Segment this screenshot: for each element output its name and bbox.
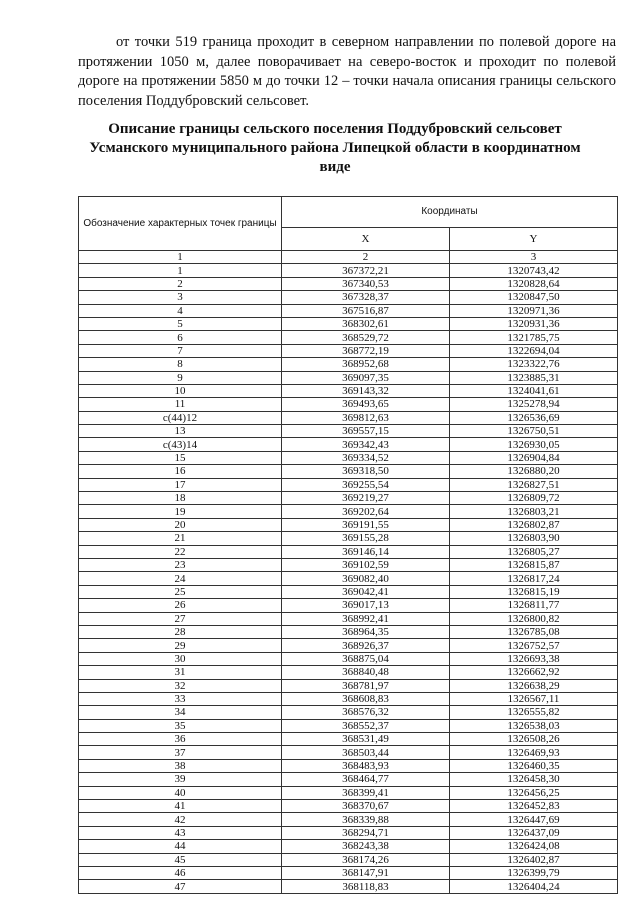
table-row xyxy=(79,317,618,330)
table-row xyxy=(79,532,618,545)
x-coordinate-cell: 368608,83 xyxy=(282,692,450,705)
table-row xyxy=(79,759,618,772)
y-coordinate-cell: 1326555,82 xyxy=(450,706,618,719)
x-coordinate-cell: 369219,27 xyxy=(282,492,450,505)
y-coordinate-cell: 1326638,29 xyxy=(450,679,618,692)
y-coordinate-cell: 1326752,57 xyxy=(450,639,618,652)
table-row xyxy=(79,612,618,625)
x-coordinate-cell: 368370,67 xyxy=(282,800,450,813)
y-coordinate-cell: 1326452,83 xyxy=(450,800,618,813)
point-id-cell: 6 xyxy=(79,331,282,344)
x-coordinate-cell: 368992,41 xyxy=(282,612,450,625)
point-id-cell: 3 xyxy=(79,291,282,304)
table-row xyxy=(79,518,618,531)
point-id-cell: 16 xyxy=(79,465,282,478)
table-row xyxy=(79,465,618,478)
y-coordinate-cell: 1326827,51 xyxy=(450,478,618,491)
table-header xyxy=(79,197,618,251)
point-id-cell: 38 xyxy=(79,759,282,772)
y-coordinate-cell: 1320971,36 xyxy=(450,304,618,317)
y-coordinate-cell: 1322694,04 xyxy=(450,344,618,357)
y-coordinate-cell: 1326811,77 xyxy=(450,599,618,612)
table-body xyxy=(79,251,618,894)
y-coordinate-cell: 1320847,50 xyxy=(450,291,618,304)
point-id-cell: 26 xyxy=(79,599,282,612)
point-id-cell: 24 xyxy=(79,572,282,585)
y-coordinate-cell: 1326802,87 xyxy=(450,518,618,531)
y-coordinate-cell: 1326930,05 xyxy=(450,438,618,451)
x-coordinate-cell: 369255,54 xyxy=(282,478,450,491)
y-coordinate-cell: 1326815,19 xyxy=(450,585,618,598)
x-coordinate-cell: 367340,53 xyxy=(282,277,450,290)
table-row xyxy=(79,880,618,893)
point-id-cell: 5 xyxy=(79,317,282,330)
x-coordinate-cell: 368531,49 xyxy=(282,733,450,746)
point-id-cell: 8 xyxy=(79,358,282,371)
point-id-cell: 10 xyxy=(79,384,282,397)
table-row xyxy=(79,478,618,491)
table-row xyxy=(79,291,618,304)
intro-paragraph xyxy=(78,33,616,111)
point-id-cell: 39 xyxy=(79,773,282,786)
y-coordinate-cell: 1326437,09 xyxy=(450,826,618,839)
point-id-cell: 42 xyxy=(79,813,282,826)
y-coordinate-cell: 1326662,92 xyxy=(450,666,618,679)
x-coordinate-cell: 368243,38 xyxy=(282,840,450,853)
point-id-cell: 4 xyxy=(79,304,282,317)
y-coordinate-cell: 1324041,61 xyxy=(450,384,618,397)
x-header: X xyxy=(282,228,450,251)
y-coordinate-cell: 1323885,31 xyxy=(450,371,618,384)
point-id-cell: 43 xyxy=(79,826,282,839)
x-coordinate-cell: 368964,35 xyxy=(282,625,450,638)
point-id-cell: 11 xyxy=(79,398,282,411)
x-coordinate-cell: 368339,88 xyxy=(282,813,450,826)
table-row xyxy=(79,652,618,665)
table-row xyxy=(79,866,618,879)
x-coordinate-cell: 369191,55 xyxy=(282,518,450,531)
table-row xyxy=(79,773,618,786)
y-coordinate-cell: 1326880,20 xyxy=(450,465,618,478)
y-coordinate-cell: 1326817,24 xyxy=(450,572,618,585)
y-coordinate-cell: 1326809,72 xyxy=(450,492,618,505)
title-line-1: Описание границы сельского поселения Поддубровский сельсовет xyxy=(108,121,562,137)
point-id-cell: 34 xyxy=(79,706,282,719)
point-id-cell: 23 xyxy=(79,558,282,571)
point-id-cell: 1 xyxy=(79,264,282,277)
y-coordinate-cell: 1326750,51 xyxy=(450,425,618,438)
table-row xyxy=(79,398,618,411)
table-row xyxy=(79,840,618,853)
y-coordinate-cell: 1326536,69 xyxy=(450,411,618,424)
y-coordinate-cell: 1326785,08 xyxy=(450,625,618,638)
table-row xyxy=(79,786,618,799)
table-row xyxy=(79,813,618,826)
y-coordinate-cell: 1326469,93 xyxy=(450,746,618,759)
x-coordinate-cell: 367372,21 xyxy=(282,264,450,277)
y-coordinate-cell: 1326803,90 xyxy=(450,532,618,545)
point-id-cell: 21 xyxy=(79,532,282,545)
x-coordinate-cell: 369202,64 xyxy=(282,505,450,518)
table-row xyxy=(79,746,618,759)
x-coordinate-cell: 368302,61 xyxy=(282,317,450,330)
y-coordinate-cell: 1326424,08 xyxy=(450,840,618,853)
table-row xyxy=(79,639,618,652)
table-row xyxy=(79,733,618,746)
x-coordinate-cell: 368772,19 xyxy=(282,344,450,357)
intro-text: от точки 519 граница проходит в северном направлении по полевой дороге на протяжении 1050 м, далее поворачивает на северо-восток и проходит по полевой дороге на протяжении 5850 м до точки 12 – точки начала описания границы сельского поселения Поддубровский сельсовет. xyxy=(78,34,616,109)
title-line-3: виде xyxy=(319,159,351,175)
x-coordinate-cell: 368483,93 xyxy=(282,759,450,772)
point-id-cell: 20 xyxy=(79,518,282,531)
y-coordinate-cell: 1321785,75 xyxy=(450,331,618,344)
y-coordinate-cell: 1326538,03 xyxy=(450,719,618,732)
y-coordinate-cell: 1326402,87 xyxy=(450,853,618,866)
y-coordinate-cell: 1326693,38 xyxy=(450,652,618,665)
y-coordinate-cell: 1320828,64 xyxy=(450,277,618,290)
point-id-cell: 46 xyxy=(79,866,282,879)
table-row xyxy=(79,505,618,518)
point-id-cell: 40 xyxy=(79,786,282,799)
y-header: Y xyxy=(450,228,618,251)
table-row xyxy=(79,572,618,585)
y-coordinate-cell: 1326508,26 xyxy=(450,733,618,746)
y-coordinate-cell: 1326447,69 xyxy=(450,813,618,826)
point-id-cell: 2 xyxy=(79,277,282,290)
document-title xyxy=(70,120,600,177)
table-row xyxy=(79,384,618,397)
table-row xyxy=(79,492,618,505)
column-index-cell: 3 xyxy=(450,251,618,264)
table-row xyxy=(79,358,618,371)
point-id-cell: 22 xyxy=(79,545,282,558)
y-coordinate-cell: 1323322,76 xyxy=(450,358,618,371)
table-row xyxy=(79,853,618,866)
x-coordinate-cell: 368464,77 xyxy=(282,773,450,786)
point-id-cell: 35 xyxy=(79,719,282,732)
x-coordinate-cell: 369342,43 xyxy=(282,438,450,451)
x-coordinate-cell: 367328,37 xyxy=(282,291,450,304)
x-coordinate-cell: 368952,68 xyxy=(282,358,450,371)
table-row xyxy=(79,425,618,438)
point-id-cell: 29 xyxy=(79,639,282,652)
coordinates-header: Координаты xyxy=(282,197,618,228)
table-row xyxy=(79,438,618,451)
point-designation-header: Обозначение характерных точек границы xyxy=(79,197,282,251)
table-row xyxy=(79,706,618,719)
table-row xyxy=(79,331,618,344)
point-id-cell: 17 xyxy=(79,478,282,491)
point-id-cell: 44 xyxy=(79,840,282,853)
table-row xyxy=(79,451,618,464)
x-coordinate-cell: 368840,48 xyxy=(282,666,450,679)
point-id-cell: 28 xyxy=(79,625,282,638)
table-row xyxy=(79,800,618,813)
x-coordinate-cell: 368503,44 xyxy=(282,746,450,759)
point-id-cell: 15 xyxy=(79,451,282,464)
column-index-cell: 1 xyxy=(79,251,282,264)
x-coordinate-cell: 369017,13 xyxy=(282,599,450,612)
x-coordinate-cell: 368294,71 xyxy=(282,826,450,839)
x-coordinate-cell: 368529,72 xyxy=(282,331,450,344)
x-coordinate-cell: 368875,04 xyxy=(282,652,450,665)
y-coordinate-cell: 1326815,87 xyxy=(450,558,618,571)
table-row xyxy=(79,826,618,839)
x-coordinate-cell: 369097,35 xyxy=(282,371,450,384)
table-row xyxy=(79,411,618,424)
table-row xyxy=(79,277,618,290)
y-coordinate-cell: 1326460,35 xyxy=(450,759,618,772)
x-coordinate-cell: 368174,26 xyxy=(282,853,450,866)
x-coordinate-cell: 368576,32 xyxy=(282,706,450,719)
y-coordinate-cell: 1326458,30 xyxy=(450,773,618,786)
point-id-cell: c(44)12 xyxy=(79,411,282,424)
x-coordinate-cell: 369143,32 xyxy=(282,384,450,397)
y-coordinate-cell: 1326805,27 xyxy=(450,545,618,558)
x-coordinate-cell: 369812,63 xyxy=(282,411,450,424)
x-coordinate-cell: 368118,83 xyxy=(282,880,450,893)
table-row xyxy=(79,545,618,558)
point-id-cell: c(43)14 xyxy=(79,438,282,451)
point-id-cell: 9 xyxy=(79,371,282,384)
x-coordinate-cell: 368147,91 xyxy=(282,866,450,879)
table-row xyxy=(79,304,618,317)
point-id-cell: 27 xyxy=(79,612,282,625)
table-row xyxy=(79,666,618,679)
table-row xyxy=(79,679,618,692)
title-line-2: Усманского муниципального района Липецкой области в координатном xyxy=(89,140,581,156)
x-coordinate-cell: 369493,65 xyxy=(282,398,450,411)
x-coordinate-cell: 368926,37 xyxy=(282,639,450,652)
point-id-cell: 45 xyxy=(79,853,282,866)
x-coordinate-cell: 369146,14 xyxy=(282,545,450,558)
table-row xyxy=(79,585,618,598)
table-row xyxy=(79,625,618,638)
table-row xyxy=(79,558,618,571)
x-coordinate-cell: 369334,52 xyxy=(282,451,450,464)
point-id-cell: 37 xyxy=(79,746,282,759)
x-coordinate-cell: 368399,41 xyxy=(282,786,450,799)
y-coordinate-cell: 1326904,84 xyxy=(450,451,618,464)
x-coordinate-cell: 369082,40 xyxy=(282,572,450,585)
column-index-row xyxy=(79,251,618,264)
point-id-cell: 13 xyxy=(79,425,282,438)
table-row xyxy=(79,719,618,732)
point-id-cell: 32 xyxy=(79,679,282,692)
x-coordinate-cell: 368552,37 xyxy=(282,719,450,732)
y-coordinate-cell: 1320743,42 xyxy=(450,264,618,277)
y-coordinate-cell: 1326800,82 xyxy=(450,612,618,625)
point-id-cell: 25 xyxy=(79,585,282,598)
table-row xyxy=(79,599,618,612)
y-coordinate-cell: 1325278,94 xyxy=(450,398,618,411)
y-coordinate-cell: 1326456,25 xyxy=(450,786,618,799)
point-id-cell: 41 xyxy=(79,800,282,813)
y-coordinate-cell: 1326404,24 xyxy=(450,880,618,893)
x-coordinate-cell: 368781,97 xyxy=(282,679,450,692)
point-id-cell: 30 xyxy=(79,652,282,665)
x-coordinate-cell: 369557,15 xyxy=(282,425,450,438)
table-row xyxy=(79,371,618,384)
x-coordinate-cell: 369155,28 xyxy=(282,532,450,545)
point-id-cell: 18 xyxy=(79,492,282,505)
point-id-cell: 33 xyxy=(79,692,282,705)
y-coordinate-cell: 1320931,36 xyxy=(450,317,618,330)
x-coordinate-cell: 367516,87 xyxy=(282,304,450,317)
column-index-cell: 2 xyxy=(282,251,450,264)
point-id-cell: 36 xyxy=(79,733,282,746)
point-id-cell: 19 xyxy=(79,505,282,518)
x-coordinate-cell: 369102,59 xyxy=(282,558,450,571)
table-row xyxy=(79,264,618,277)
y-coordinate-cell: 1326567,11 xyxy=(450,692,618,705)
x-coordinate-cell: 369318,50 xyxy=(282,465,450,478)
point-id-cell: 7 xyxy=(79,344,282,357)
table-row xyxy=(79,344,618,357)
x-coordinate-cell: 369042,41 xyxy=(282,585,450,598)
coordinates-table xyxy=(78,196,618,894)
table-row xyxy=(79,692,618,705)
y-coordinate-cell: 1326803,21 xyxy=(450,505,618,518)
point-id-cell: 31 xyxy=(79,666,282,679)
y-coordinate-cell: 1326399,79 xyxy=(450,866,618,879)
point-id-cell: 47 xyxy=(79,880,282,893)
